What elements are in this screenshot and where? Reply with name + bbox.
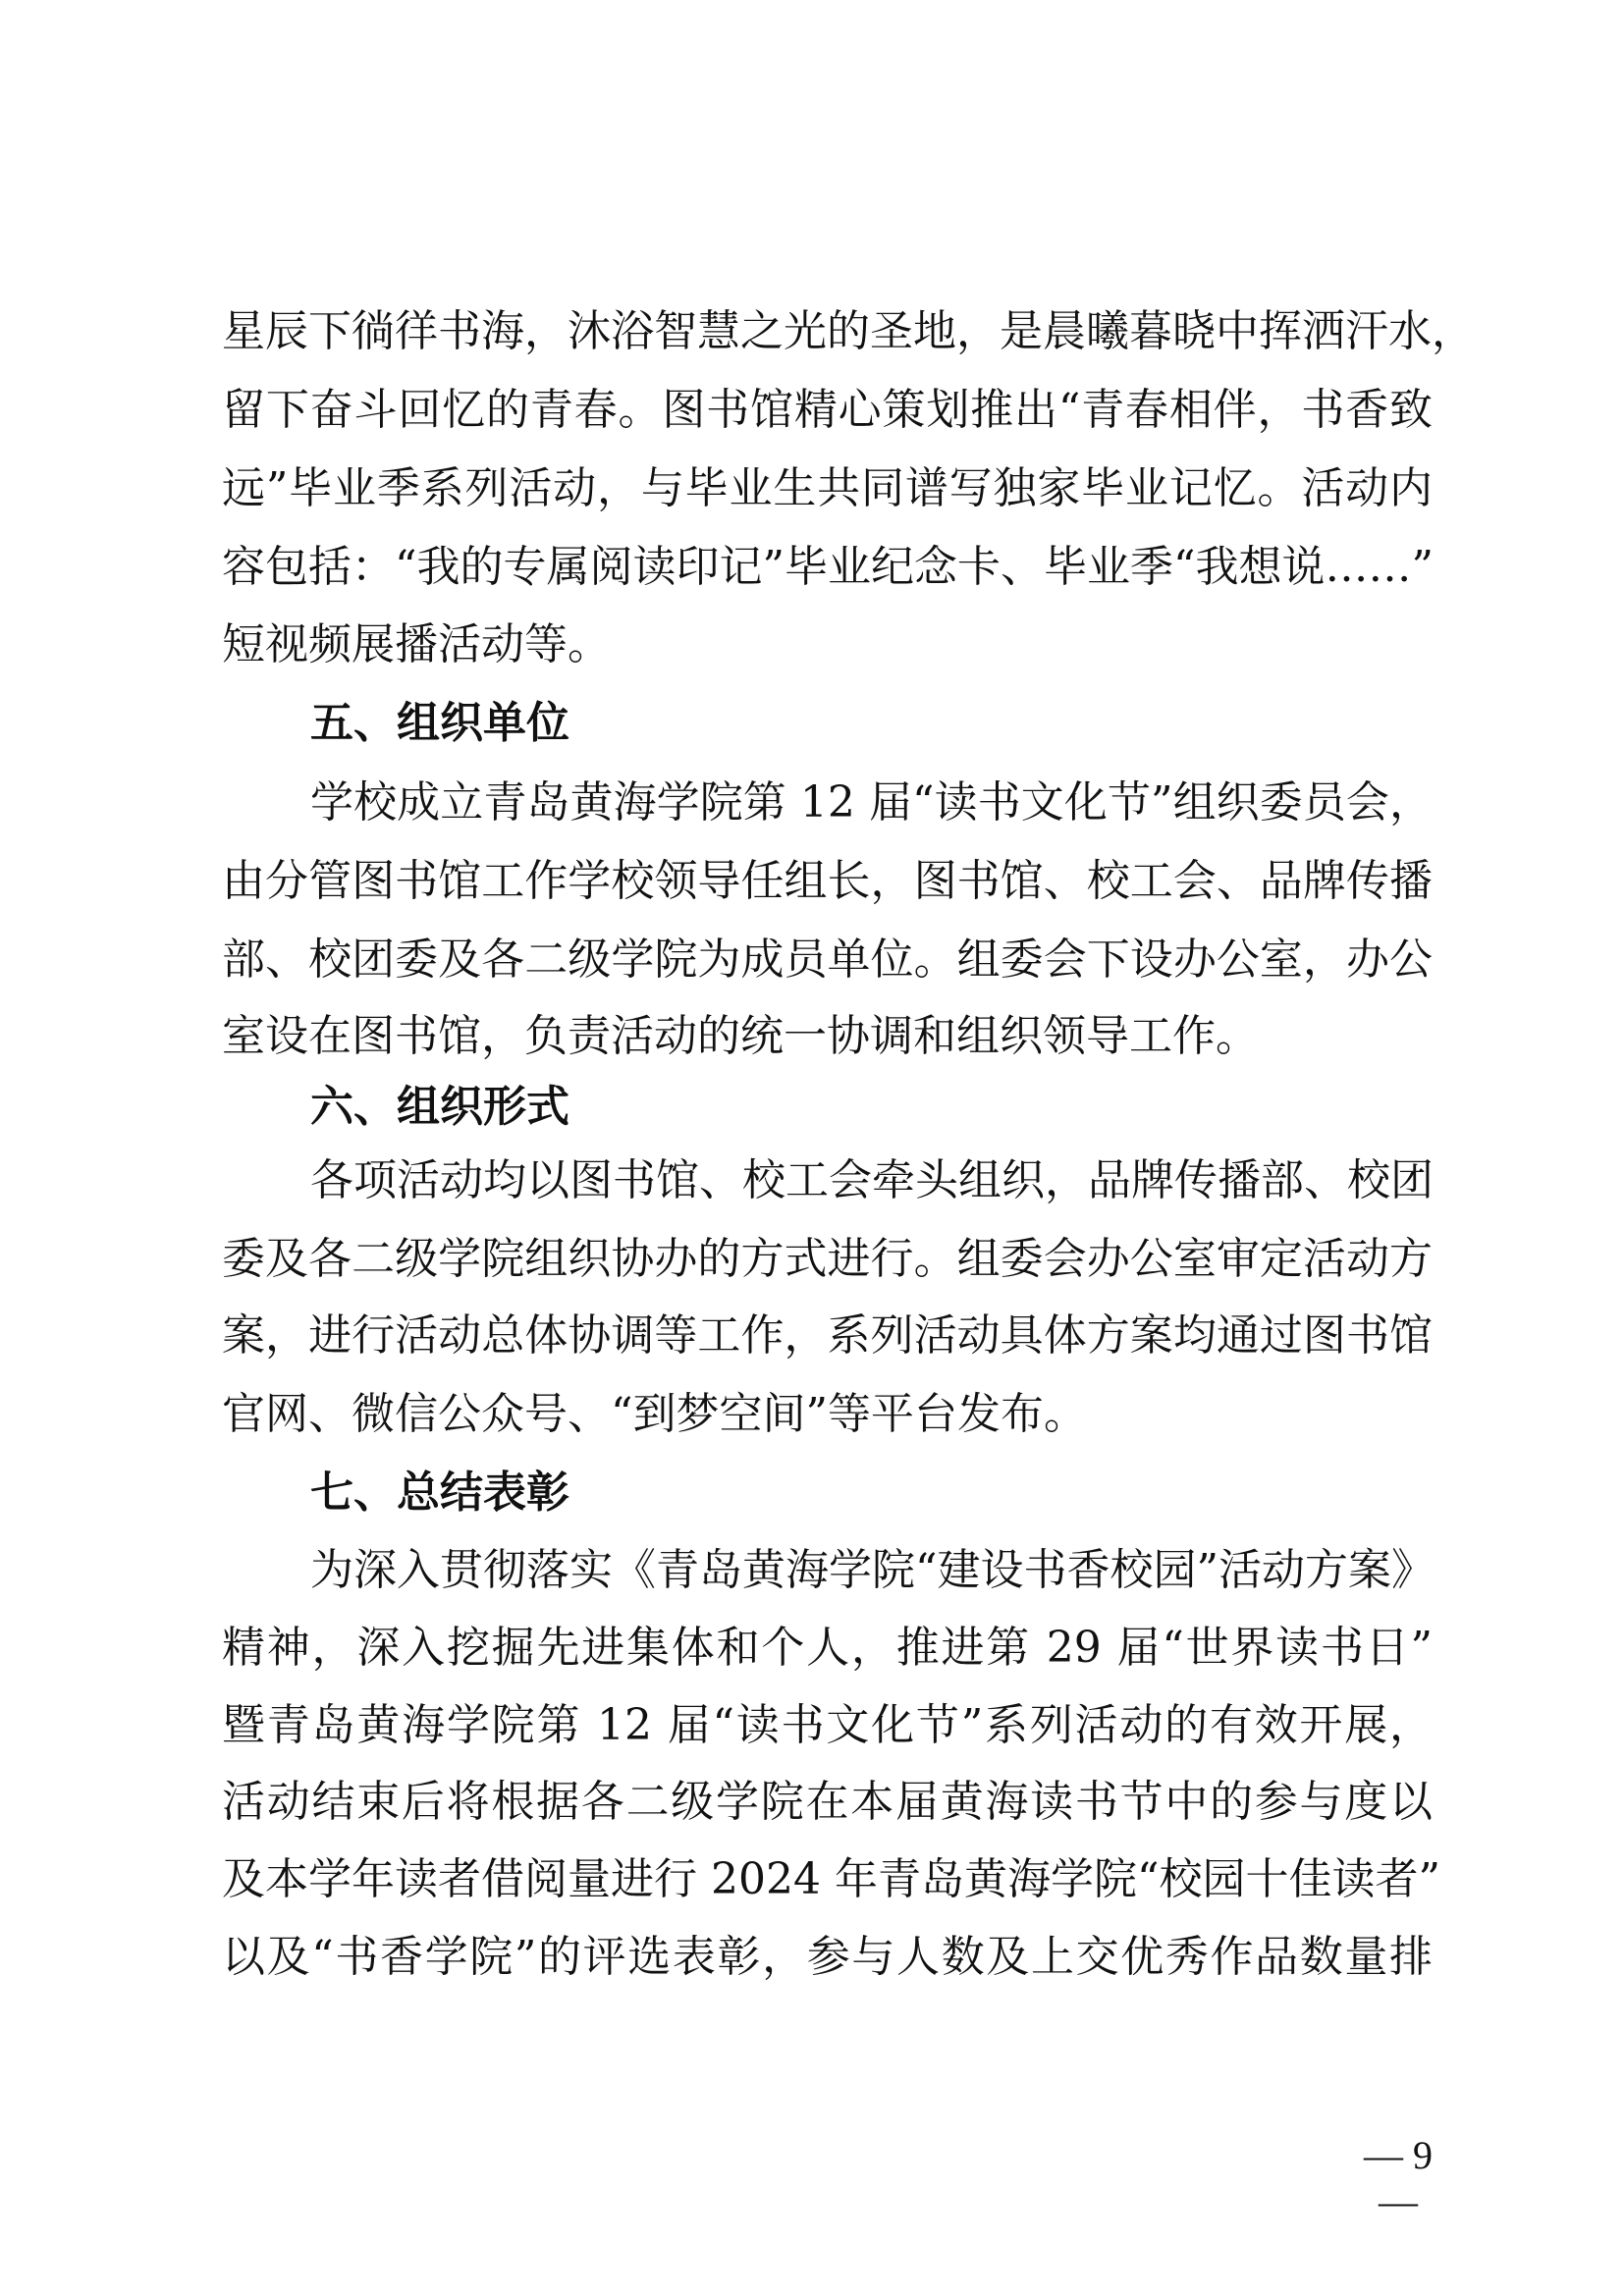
section-heading: 六、组织形式 xyxy=(310,1082,569,1132)
body-line: 各项活动均以图书馆、校工会牵头组织，品牌传播部、校团 xyxy=(310,1155,1434,1205)
body-line: 活动结束后将根据各二级学院在本届黄海读书节中的参与度以 xyxy=(222,1777,1433,1827)
body-line: 部、校团委及各二级学院为成员单位。组委会下设办公室，办公 xyxy=(222,934,1433,985)
body-line: 由分管图书馆工作学校领导任组长，图书馆、校工会、品牌传播 xyxy=(222,856,1433,906)
body-line: 案，进行活动总体协调等工作，系列活动具体方案均通过图书馆 xyxy=(222,1310,1433,1361)
body-line: 为深入贯彻落实《青岛黄海学院“建设书香校园”活动方案》 xyxy=(310,1545,1435,1595)
body-line: 容包括：“我的专属阅读印记”毕业纪念卡、毕业季“我想说……” xyxy=(222,542,1434,592)
body-line: 室设在图书馆，负责活动的统一协调和组织领导工作。 xyxy=(222,1011,1259,1061)
body-line: 官网、微信公众号、“到梦空间”等平台发布。 xyxy=(222,1389,1087,1439)
body-line: 学校成立青岛黄海学院第 12 届“读书文化节”组织委员会， xyxy=(310,777,1433,828)
body-line: 及本学年读者借阅量进行 2024 年青岛黄海学院“校园十佳读者” xyxy=(222,1854,1440,1904)
body-line: 以及“书香学院”的评选表彰，参与人数及上交优秀作品数量排 xyxy=(222,1932,1433,1982)
page-number: — 9 — xyxy=(1364,2133,1433,2223)
body-line: 暨青岛黄海学院第 12 届“读书文化节”系列活动的有效开展， xyxy=(222,1700,1433,1750)
section-heading: 七、总结表彰 xyxy=(310,1468,569,1518)
body-line: 留下奋斗回忆的青春。图书馆精心策划推出“青春相伴，书香致 xyxy=(222,385,1433,435)
body-line: 精神，深入挖掘先进集体和个人，推进第 29 届“世界读书日” xyxy=(222,1623,1433,1673)
section-heading: 五、组织单位 xyxy=(310,698,569,748)
body-line: 星辰下徜徉书海，沐浴智慧之光的圣地，是晨曦暮晓中挥洒汗水， xyxy=(222,306,1475,356)
body-line: 委及各二级学院组织协办的方式进行。组委会办公室审定活动方 xyxy=(222,1234,1433,1284)
body-line: 短视频展播活动等。 xyxy=(222,619,611,669)
body-line: 远”毕业季系列活动，与毕业生共同谱写独家毕业记忆。活动内 xyxy=(222,463,1433,513)
